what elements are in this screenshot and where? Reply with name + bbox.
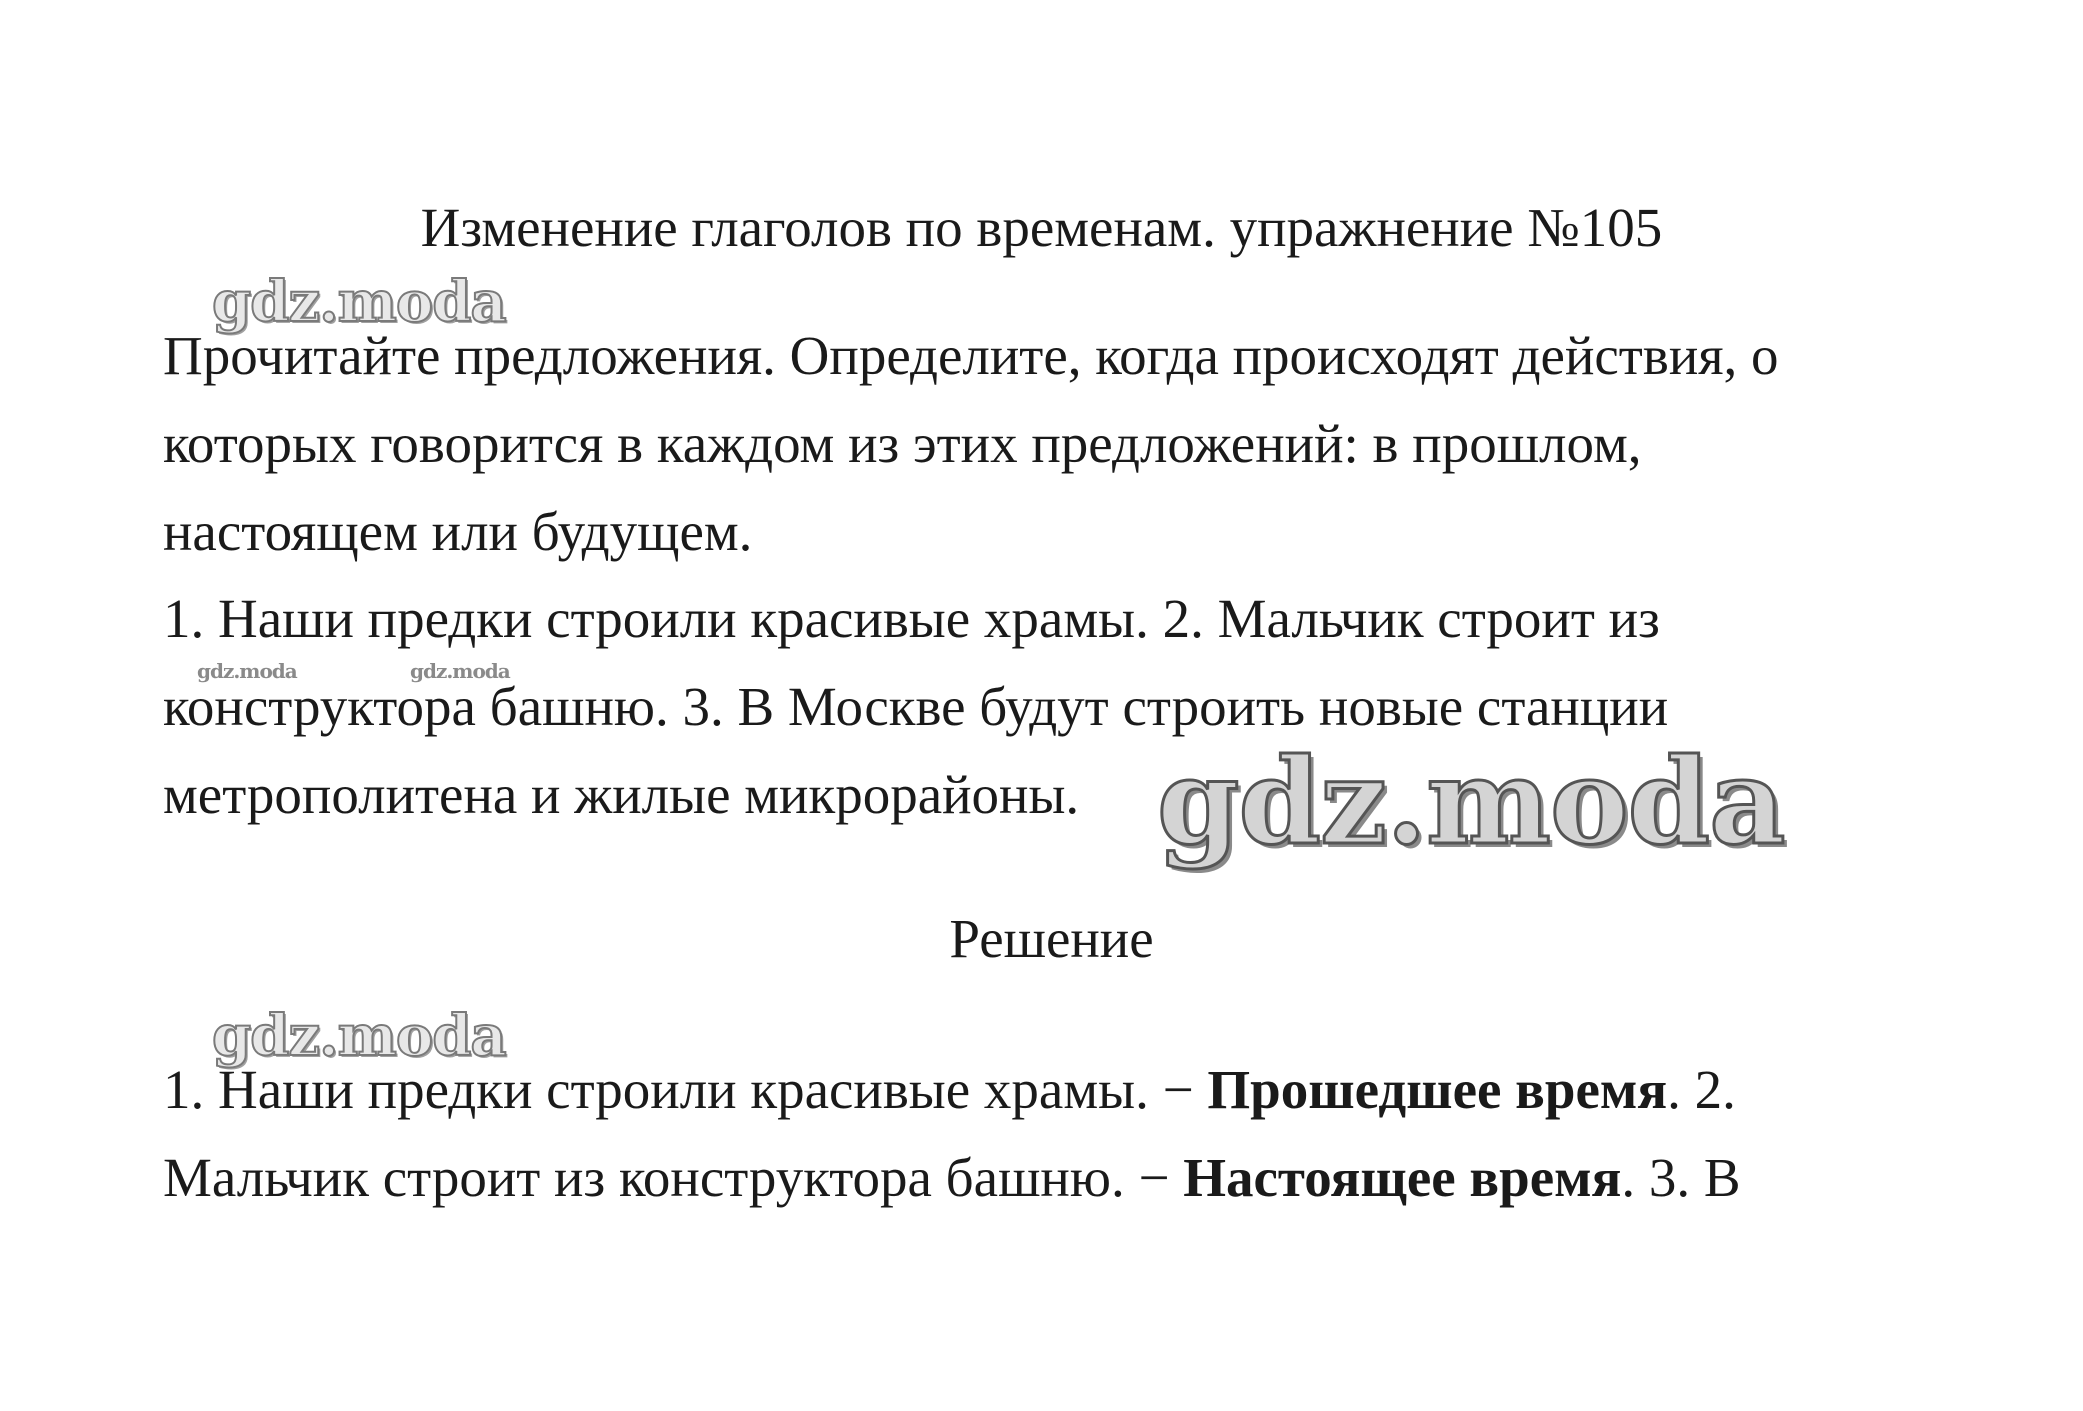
task-line-2: которых говорится в каждом из этих предложений: в прошлом, — [163, 413, 1642, 474]
solution-line-1 — [163, 1058, 1736, 1122]
solution-line-2-text: Мальчик строит из конструктора башню. − — [163, 1147, 1184, 1208]
watermark-mid-left: gdz.moda — [212, 1003, 506, 1069]
solution-line-2-tail: . 3. В — [1621, 1147, 1741, 1208]
task-line-3: настоящем или будущем. — [163, 501, 753, 562]
answer-past-tense: Прошедшее время — [1207, 1059, 1668, 1120]
solution-heading: Решение — [949, 908, 1154, 969]
solution-line-2 — [163, 1146, 1741, 1210]
watermark-tiny-2: gdz.moda — [410, 659, 510, 683]
task-line-1: Прочитайте предложения. Определите, когда происходят действия, о — [163, 325, 1779, 386]
task-line-4: 1. Наши предки строили красивые храмы. 2. Мальчик строит из — [163, 588, 1660, 649]
watermark-tiny-1: gdz.moda — [197, 659, 297, 683]
watermark-top-left: gdz.moda — [212, 269, 506, 335]
solution-line-1-tail: . 2. — [1667, 1059, 1736, 1120]
answer-present-tense: Настоящее время — [1183, 1147, 1622, 1208]
watermark-large-center: gdz.moda — [1157, 732, 1785, 871]
solution-line-1-text: 1. Наши предки строили красивые храмы. − — [163, 1059, 1208, 1120]
task-line-5: конструктора башню. 3. В Москве будут строить новые станции — [163, 676, 1669, 737]
exercise-title: Изменение глаголов по временам. упражнение №105 — [420, 197, 1663, 258]
task-line-6: метрополитена и жилые микрорайоны. — [163, 764, 1080, 825]
